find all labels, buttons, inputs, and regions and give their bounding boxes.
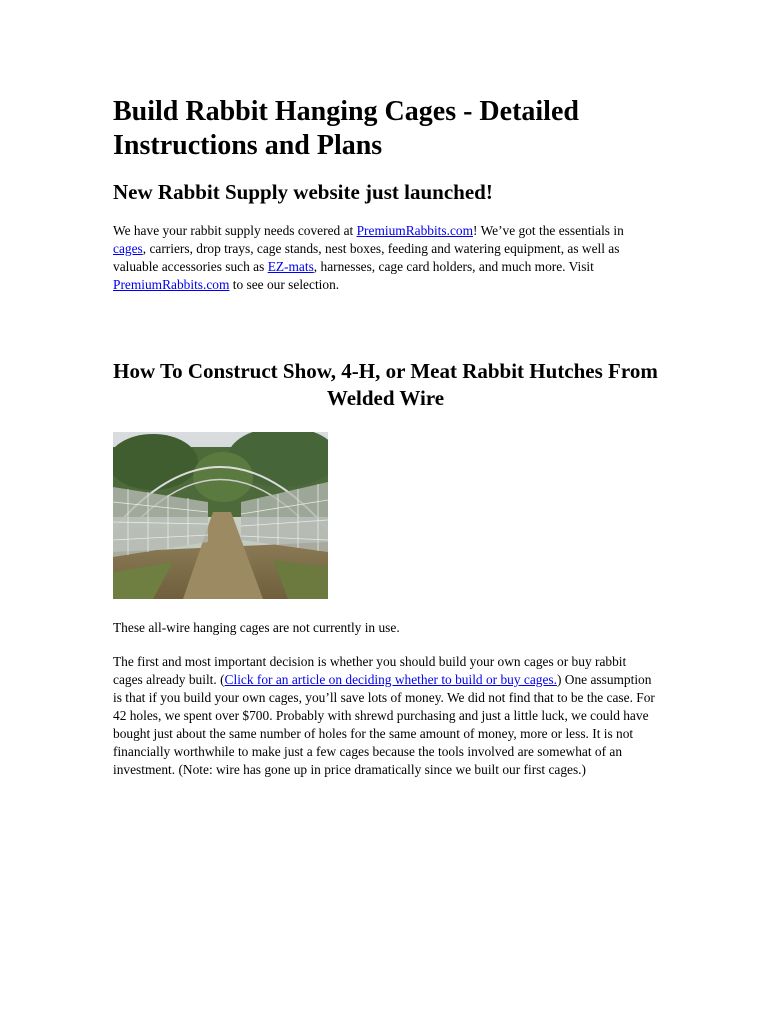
announcement-heading: New Rabbit Supply website just launched! (113, 180, 493, 204)
intro-text-3: , carriers, drop trays, cage stands, nest boxes, feeding and watering equipment, as well as valuable accessories such as (113, 241, 620, 274)
section-heading: How To Construct Show, 4-H, or Meat Rabbit Hutches From Welded Wire (113, 359, 658, 410)
premiumrabbits-link-2[interactable]: PremiumRabbits.com (113, 277, 230, 292)
ez-mats-link[interactable]: EZ-mats (267, 259, 314, 274)
body-paragraph (113, 653, 658, 779)
intro-text-4: , harnesses, cage card holders, and much more. Visit (313, 259, 594, 274)
photo-caption: These all-wire hanging cages are not currently in use. (113, 620, 400, 635)
document-page (113, 95, 658, 779)
body-text-1: The first and most important decision is whether you should build your own cages or buy rabbit cages already built. ( (113, 654, 627, 687)
hanging-cages-photo (113, 432, 328, 599)
intro-text-1: We have your rabbit supply needs covered at (113, 223, 357, 238)
premiumrabbits-link[interactable]: PremiumRabbits.com (356, 223, 474, 238)
intro-text-5: to see our selection. (229, 277, 340, 292)
intro-paragraph (113, 222, 658, 294)
body-text-2: ) One assumption is that if you build your own cages, you’ll save lots of money. We did not find that to be the case. For 42 holes, we spent over $700. Probably with shrewd purchasing and just a little luck, we could have bought just about the same number of holes for the same amount of money, more or less. It is not financially worthwhile to make just a few cages because the tools involved are somewhat of an investment. (Note: wire has gone up in price dramatically since we built our first cages.) (113, 672, 655, 777)
page-title: Build Rabbit Hanging Cages - Detailed Instructions and Plans (113, 96, 579, 161)
intro-text-2: ! We’ve got the essentials in (473, 223, 624, 238)
cages-link[interactable]: cages (113, 241, 143, 256)
build-or-buy-article-link[interactable]: Click for an article on deciding whether to build or buy cages. (224, 672, 557, 687)
